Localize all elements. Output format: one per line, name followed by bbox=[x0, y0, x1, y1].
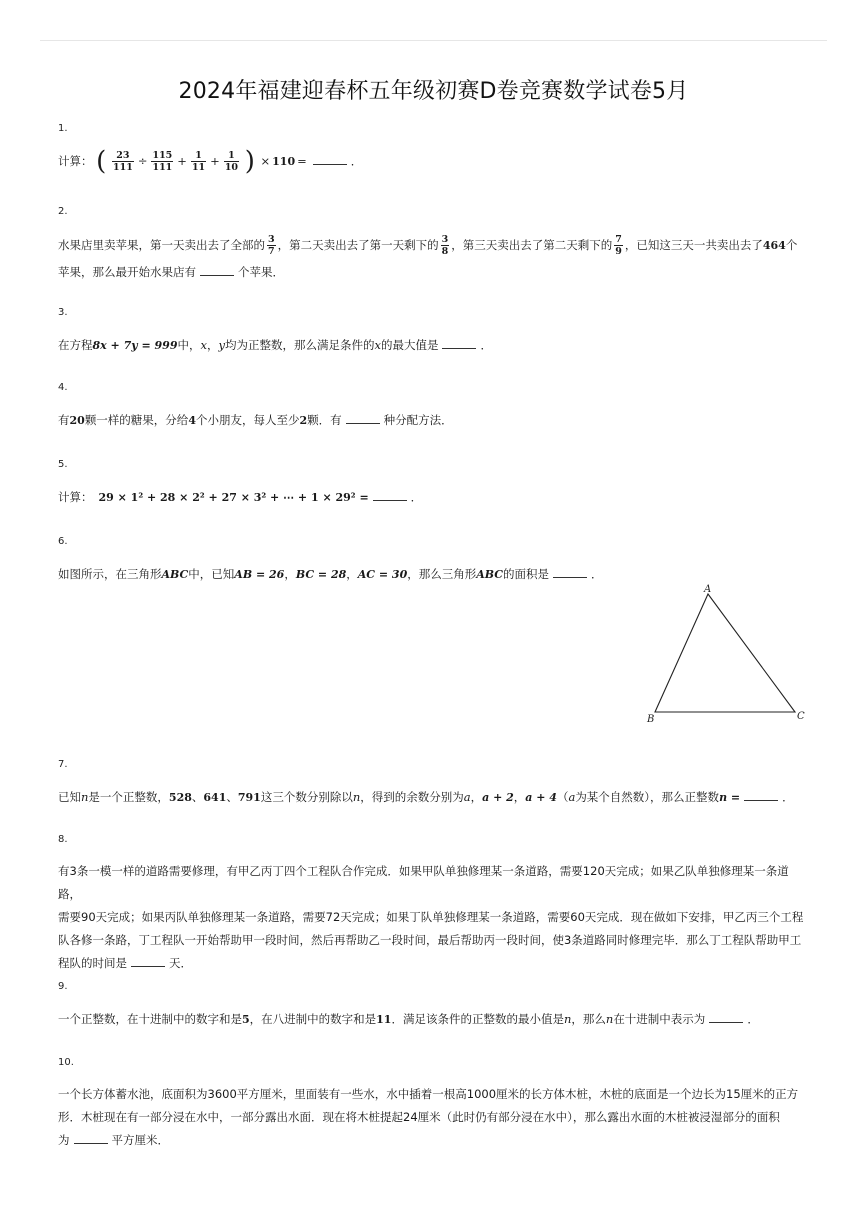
fraction: $\frac{1}{10}$ bbox=[224, 150, 239, 173]
vertex-label-c: C bbox=[797, 711, 805, 722]
question-number: 3. bbox=[58, 307, 68, 318]
answer-blank bbox=[74, 1131, 108, 1144]
page-title: 2024年福建迎春杯五年级初赛D卷竞赛数学试卷5月 bbox=[178, 79, 689, 104]
question-number: 5. bbox=[58, 459, 68, 470]
vertex-label-b: B bbox=[647, 714, 655, 725]
question-4: 4. 有20颗一样的糖果，分给4个小朋友，每人至少2颗．有 种分配方法． bbox=[58, 381, 808, 433]
answer-blank bbox=[131, 954, 165, 967]
answer-blank bbox=[346, 411, 380, 424]
question-number: 8. bbox=[58, 834, 68, 845]
question-6: 6. 如图所示，在三角形ABC中，已知AB = 26，BC = 28，AC = 30，那么三角形ABC的面积是 ． bbox=[58, 535, 808, 587]
question-10: 10. 一个长方体蓄水池，底面积为3600平方厘米，里面装有一些水，水中插着一根高1000厘米的长方体木桩，木桩的底面是一个边长为15厘米的正方 形．木桩现在有一部分浸在水中，一部分露出水面．现在将木桩提起24厘米（此时仍有部分浸在水中），那么露出水面的木桩被浸湿部分的面积 为 平方厘米． bbox=[58, 1056, 808, 1152]
triangle-outline bbox=[655, 594, 795, 712]
answer-blank bbox=[373, 488, 407, 501]
question-9: 9. 一个正整数，在十进制中的数字和是5，在八进制中的数字和是11．满足该条件的正整数的最小值是n，那么n在十进制中表示为 ． bbox=[58, 980, 808, 1032]
fraction: $\frac{1}{11}$ bbox=[191, 150, 206, 173]
question-5: 5. 计算： 29 × 1² + 28 × 2² + 27 × 3² + ⋯ + 1 × 29² = ． bbox=[58, 458, 808, 510]
question-number: 10. bbox=[58, 1057, 74, 1068]
fraction: $\frac{7}{9}$ bbox=[615, 234, 622, 257]
answer-blank bbox=[553, 565, 587, 578]
answer-blank bbox=[744, 788, 778, 801]
answer-blank bbox=[709, 1010, 743, 1023]
question-number: 4. bbox=[58, 382, 68, 393]
answer-blank bbox=[313, 152, 347, 165]
question-2: 2. 水果店里卖苹果，第一天卖出去了全部的 $\frac{3}{7}$ ，第二天卖出去了第一天剩下的 $\frac{3}{8}$ ，第三天卖出去了第二天剩下的 $\frac{7}{9}$ ，已知这三天一共卖出去了464个苹果，那么最开始水果店有 个苹果． bbox=[58, 205, 808, 285]
answer-blank bbox=[200, 263, 234, 276]
top-divider bbox=[40, 40, 827, 41]
question-1: 1. 计算： ( $\frac{23}{111}$ ÷ $\frac{115}{111}$ + $\frac{1}{11}$ + $\frac{1}{10}$ ) × 110 = ． bbox=[58, 122, 808, 174]
question-7: 7. 已知n是一个正整数，528、641、791这三个数分别除以n，得到的余数分别为a，a + 2，a + 4（a为某个自然数），那么正整数n = ． bbox=[58, 758, 808, 810]
question-number: 6. bbox=[58, 536, 68, 547]
question-number: 1. bbox=[58, 123, 68, 134]
fraction: $\frac{3}{7}$ bbox=[268, 234, 275, 257]
answer-blank bbox=[442, 336, 476, 349]
fraction: $\frac{3}{8}$ bbox=[441, 234, 449, 257]
question-number: 7. bbox=[58, 759, 68, 770]
fraction: $\frac{23}{111}$ bbox=[112, 150, 133, 173]
fraction: $\frac{115}{111}$ bbox=[152, 150, 173, 173]
triangle-abc-figure bbox=[640, 582, 810, 727]
question-3: 3. 在方程8x + 7y = 999中，x，y均为正整数，那么满足条件的x的最大值是 ． bbox=[58, 306, 808, 358]
question-8: 8. 有3条一模一样的道路需要修理，有甲乙丙丁四个工程队合作完成．如果甲队单独修理某一条道路，需要120天完成；如果乙队单独修理某一条道路， 需要90天完成；如果丙队单独修理某一条道路，需要72天完成；如果丁队单独修理某一条道路，需要60天完成．现在做如下安排，甲乙丙三个工程 队各修一条路，丁工程队一开始帮助甲一段时间，然后再帮助乙一段时间，最后帮助丙一段时间，使3条道路同时修理完毕．那么丁工程队帮助甲工 程队的时间是 天． bbox=[58, 833, 808, 975]
vertex-label-a: A bbox=[704, 584, 712, 595]
question-number: 2. bbox=[58, 206, 68, 217]
question-number: 9. bbox=[58, 981, 68, 992]
